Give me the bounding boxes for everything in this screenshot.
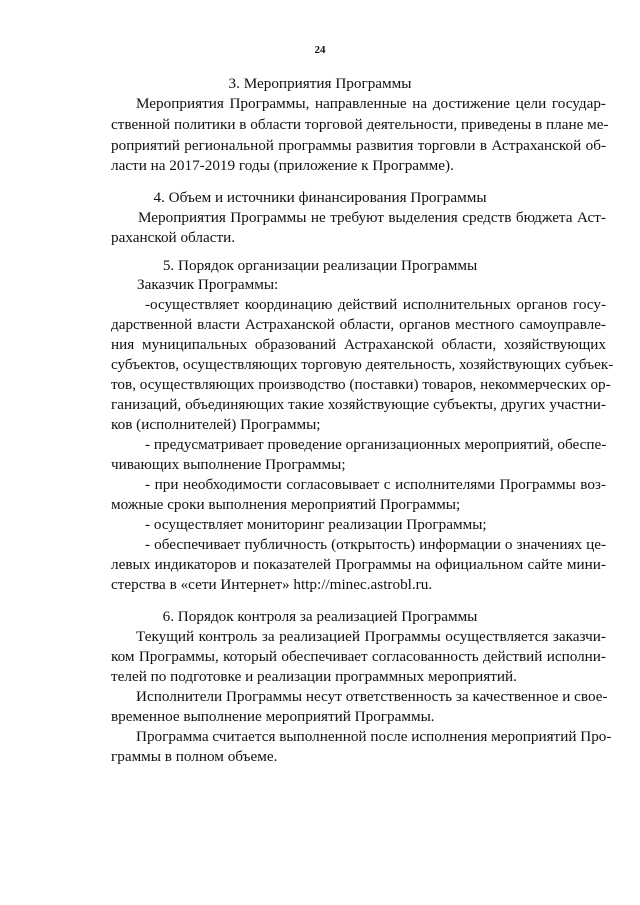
paragraph-line: Заказчик Программы:	[137, 276, 279, 293]
page-number: 24	[314, 44, 326, 56]
paragraph-line: левых индикаторов и показателей Программы на официальном сайте мини-	[111, 556, 606, 573]
paragraph-line: раханской области.	[111, 229, 236, 246]
paragraph-line: ганизаций, объединяющих такие хозяйствующие субъекты, других участни-	[111, 396, 606, 413]
section-3-heading: 3. Мероприятия Программы	[228, 75, 412, 92]
paragraph-line: -осуществляет координацию действий исполнительных органов госу-	[145, 296, 606, 313]
paragraph-line: можные сроки выполнения мероприятий Программы;	[111, 496, 461, 513]
paragraph-line: чивающих выполнение Программы;	[111, 456, 346, 473]
paragraph-line: - при необходимости согласовывает с исполнителями Программы воз-	[145, 476, 606, 493]
paragraph-line: Текущий контроль за реализацией Программы осуществляется заказчи-	[136, 628, 606, 645]
section-4-heading: 4. Объем и источники финансирования Программы	[153, 189, 487, 206]
paragraph-line: тов, осуществляющих производство (поставки) товаров, некоммерческих ор-	[111, 376, 611, 393]
section-5-heading: 5. Порядок организации реализации Программы	[162, 257, 478, 274]
paragraph-line: Мероприятия Программы, направленные на достижение цели государ-	[136, 95, 606, 112]
paragraph-line: роприятий региональной программы развития торговли в Астраханской об-	[111, 137, 606, 154]
paragraph-line: Программа считается выполненной после исполнения мероприятий Про-	[136, 728, 612, 745]
paragraph-line: дарственной власти Астраханской области, органов местного самоуправле-	[111, 316, 606, 333]
section-6-heading: 6. Порядок контроля за реализацией Программы	[162, 608, 478, 625]
paragraph-line: ков (исполнителей) Программы;	[111, 416, 321, 433]
paragraph-line: - осуществляет мониторинг реализации Программы;	[145, 516, 487, 533]
paragraph-line: ласти на 2017-2019 годы (приложение к Программе).	[111, 157, 454, 174]
paragraph-line: ком Программы, который обеспечивает согласованность действий исполни-	[111, 648, 606, 665]
paragraph-line: телей по подготовке и реализации программных мероприятий.	[111, 668, 517, 685]
paragraph-line: ния муниципальных образований Астраханской области, хозяйствующих	[111, 336, 606, 353]
paragraph-line: временное выполнение мероприятий Программы.	[111, 708, 435, 725]
paragraph-line: Исполнители Программы несут ответственность за качественное и свое-	[136, 688, 608, 705]
paragraph-line: граммы в полном объеме.	[111, 748, 278, 765]
paragraph-line: Мероприятия Программы не требуют выделения средств бюджета Аст-	[138, 209, 606, 226]
paragraph-line: ственной политики в области торговой деятельности, приведены в плане ме-	[111, 116, 609, 133]
paragraph-line: стерства в «сети Интернет» http://minec.astrobl.ru.	[111, 576, 433, 593]
paragraph-line: - предусматривает проведение организационных мероприятий, обеспе-	[145, 436, 607, 453]
paragraph-line: субъектов, осуществляющих торговую деятельность, хозяйствующих субъек-	[111, 356, 614, 373]
paragraph-line: - обеспечивает публичность (открытость) информации о значениях це-	[145, 536, 606, 553]
